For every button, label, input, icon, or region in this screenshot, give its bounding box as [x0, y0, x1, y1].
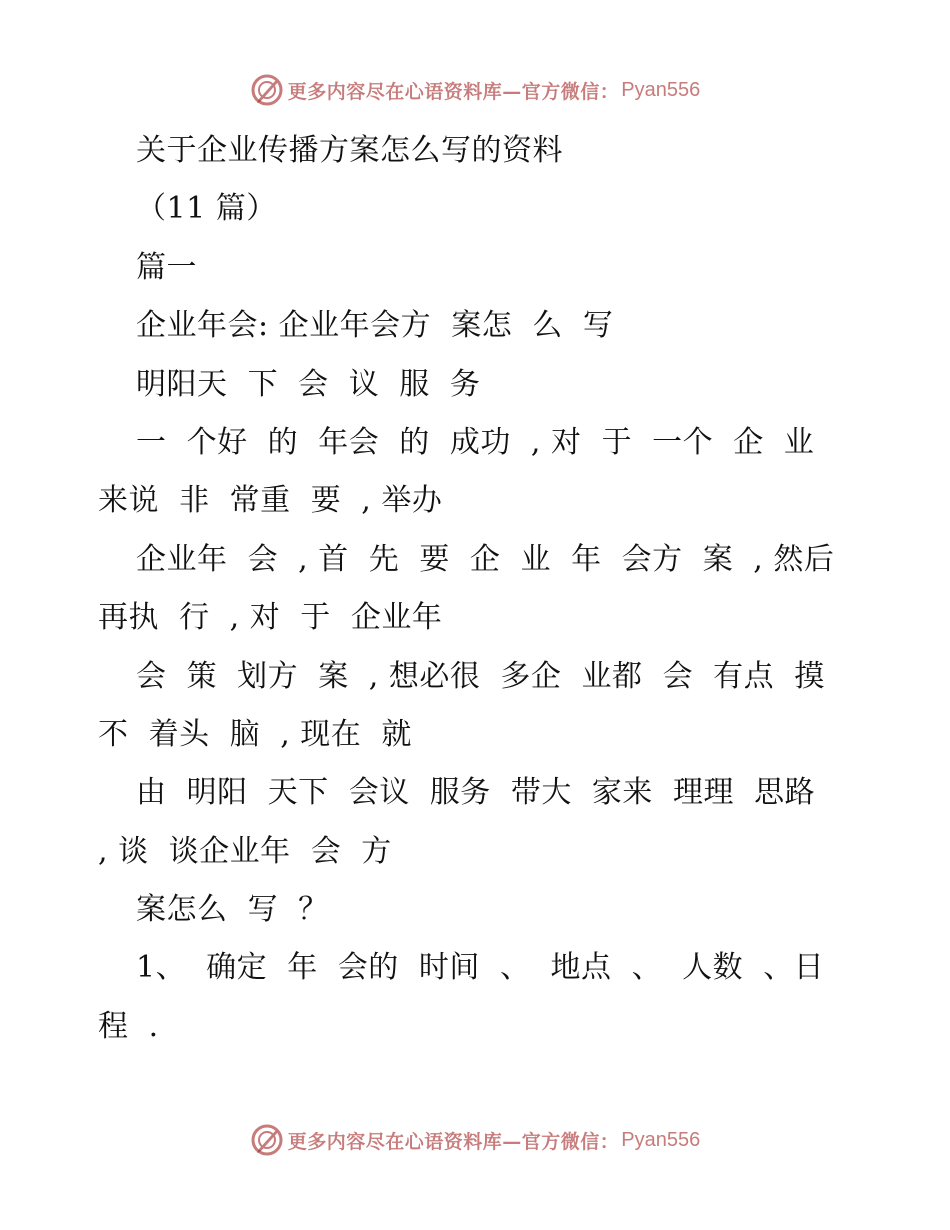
- text-line: 由 明阳 天下 会议 服务 带大 家来 理理 思路: [136, 775, 816, 811]
- watermark-text: 更多内容尽在心语资料库—官方微信：: [287, 1130, 620, 1153]
- text-line: 企业年会: 企业年会方 案怎 么 写: [136, 308, 614, 344]
- text-line: 企业年 会 , 首 先 要 企 业 年 会方 案 , 然后: [136, 541, 835, 577]
- text-line: 来说 非 常重 要 , 举办: [98, 483, 443, 519]
- text-line: 会 策 划方 案 , 想必很 多企 业都 会 有点 摸: [136, 658, 825, 694]
- text-line: 再执 行 , 对 于 企业年: [98, 600, 443, 636]
- text-line: 案怎么 写 ？: [136, 892, 329, 928]
- text-line: 程 .: [98, 1008, 159, 1044]
- watermark-text: 更多内容尽在心语资料库—官方微信：: [287, 80, 620, 103]
- text-line: 一 个好 的 年会 的 成功 , 对 于 一个 企 业: [136, 424, 815, 460]
- text-line: 不 着头 脑 , 现在 就: [98, 716, 412, 752]
- text-line: , 谈 谈企业年 会 方: [98, 833, 392, 869]
- document-title: 关于企业传播方案怎么写的资料: [136, 133, 563, 168]
- footer-watermark: [0, 1120, 950, 1160]
- text-line: 明阳天 下 会 议 服 务: [136, 366, 481, 402]
- section-heading: 篇一: [136, 249, 197, 285]
- text-line: 1、 确定 年 会的 时间 、 地点 、 人数 、日: [136, 950, 825, 986]
- header-watermark: [0, 70, 950, 110]
- document-subtitle: （11 篇）: [136, 191, 277, 227]
- document-body: [98, 122, 858, 1056]
- watermark-wechat-id: Pyan556: [621, 78, 701, 101]
- pen-logo-icon: [250, 1123, 284, 1157]
- watermark-wechat-id: Pyan556: [621, 1128, 701, 1151]
- pen-logo-icon: [250, 73, 284, 107]
